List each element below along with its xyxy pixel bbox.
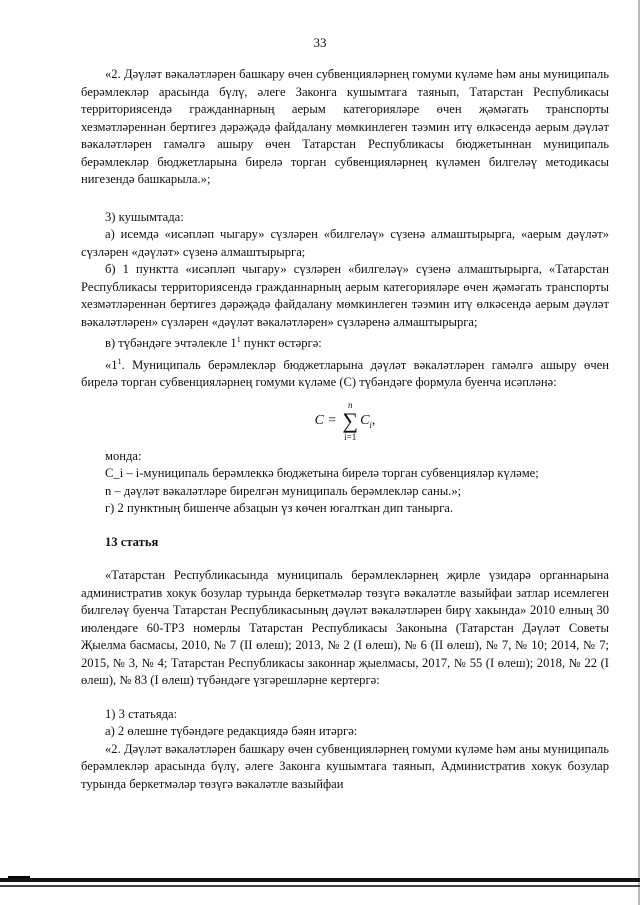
paragraph-def-ci: C_i – i-муниципаль берәмлеккә бюджетына бирелә торган субвенцияләр күләме; (105, 466, 539, 481)
paragraph-item-a2: а) 2 өлешне түбәндәге редакциядә бәян итәргә: (105, 724, 358, 739)
superscript: 1 (236, 335, 241, 344)
paragraph-item-v (81, 331, 609, 353)
formula (81, 400, 609, 442)
paragraph-quote-2: «2. Дәүләт вәкаләтләрен башкару өчен субвенцияләрнең гомуми күләме һәм аны муниципаль берәмлекләр арасында бүлү, әлеге Законга кушымтага таянып, Татарстан Республикасы территориясендә гражданнарның аерым категорияләре өчен җәмәгать транспорты хезмәтләреннән бертигез дәрәҗәдә файдалану мөмкинлеген тәэмин итү өлкәсендә аерым дәүләт вәкаләтләрен гамәлгә ашыру өчен Татарстан Республикасы бюджетыннан муниципаль берәмлекләр бюджетларына бирелә торган субвенцияләрнең күләмен билгеләү методикасы нигезендә башкарыла.»; (81, 67, 609, 186)
paragraph-where: монда: (105, 448, 142, 463)
sum-lower-limit: i=1 (344, 431, 357, 442)
formula-tail: , (371, 413, 376, 429)
sum-symbol (342, 400, 358, 442)
text-fragment: пункт өстәргә: (240, 336, 322, 351)
scan-bottom-border (0, 878, 640, 882)
paragraph-item-g: г) 2 пунктның бишенче абзацын үз көчен югалткан дип танырга. (105, 501, 453, 516)
paragraph-item-b: б) 1 пунктта «исәпләп чыгару» сүзләрен «билгеләү» сүзенә алмаштырырга, «Татарстан Республикасы территориясендә гражданнарның аерым категорияләре өчен җәмәгать транспорты хезмәтләреннән бертигез дәрәҗәдә файдалану мөмкинлеген тәэмин итү өлкәсендә аерым дәүләт вәкаләтләрен» сүзләрен «дәүләт вәкаләтләрен» сүзләренә алмаштырырга; (81, 262, 609, 329)
paragraph-item-3: 3) кушымтада: (105, 209, 184, 224)
paragraph-item-1: 1) 3 статьяда: (105, 706, 178, 721)
paragraph-def-n: n – дәүләт вәкаләтләре бирелгән муниципаль берәмлекләр саны.»; (105, 483, 462, 498)
formula-lhs: C = (314, 413, 337, 429)
paragraph-article-intro: «Татарстан Республикасында муниципаль берәмлекләрнең җирле үзидарә органнарына административ хокук бозулар турында беркетмәләр төзүгә вәкаләтле вазыйфаи затлар исемлеген билгеләү буенча Татарстан Республикасының дәүләт вәкаләтләрен бирү хакында» 2010 елның 30 июлендәге 60-ТРЗ номерлы Татарстан Республикасы Законына (Татарстан Дәүләт Советы Җыелма басмасы, 2010, № 7 (II өлеш); 2013, № 2 (I өлеш), № 6 (II өлеш), № 7, № 10; 2014, № 7; 2015, № 3, № 4; Татарстан Республикасы законнар җыелмасы, 2017, № 55 (I өлеш); 2018, № 22 (I өлеш), № 83 (I өлеш) түбәндәге үзгәрешләрне кертергә: (81, 568, 609, 688)
scan-bottom-border-thin (0, 885, 640, 887)
paragraph-item-a: а) исемдә «исәпләп чыгару» сүзләрен «билгеләү» сүзенә алмаштырырга, «аерым дәүләт» сүзләрен «дәүләт» сүзенә алмаштырырга; (81, 227, 609, 259)
paragraph-quote-2b: «2. Дәүләт вәкаләтләрен башкару өчен субвенцияләрнең гомуми күләме һәм аны муниципаль берәмлекләр арасында бүлү, әлеге Законга кушымтага таянып, Административ хокук бозулар турында беркетмәләр төзүгә вәкаләтле вазыйфаи (81, 741, 609, 791)
document-body (81, 66, 609, 793)
sigma-icon: ∑ (342, 407, 359, 433)
page-number: 33 (313, 35, 327, 50)
sum-upper-limit: n (347, 399, 353, 410)
text-fragment: . Муниципаль берәмлекләр бюджетларына дәүләт вәкаләтләрен гамәлгә ашыру өчен бирелә торган субвенцияләрнең гомуми күләме (C) түбәндәге формула буенча исәпләнә: (81, 357, 609, 390)
formula-term: C (360, 413, 370, 429)
text-fragment: «1 (105, 357, 118, 372)
section-heading: 13 статья (105, 534, 159, 549)
text-fragment: в) түбәндәге эчтәлекле 1 (105, 336, 237, 351)
superscript: 1 (117, 356, 122, 366)
paragraph-point-1-1 (81, 353, 609, 392)
formula-subscript: i (369, 419, 372, 430)
